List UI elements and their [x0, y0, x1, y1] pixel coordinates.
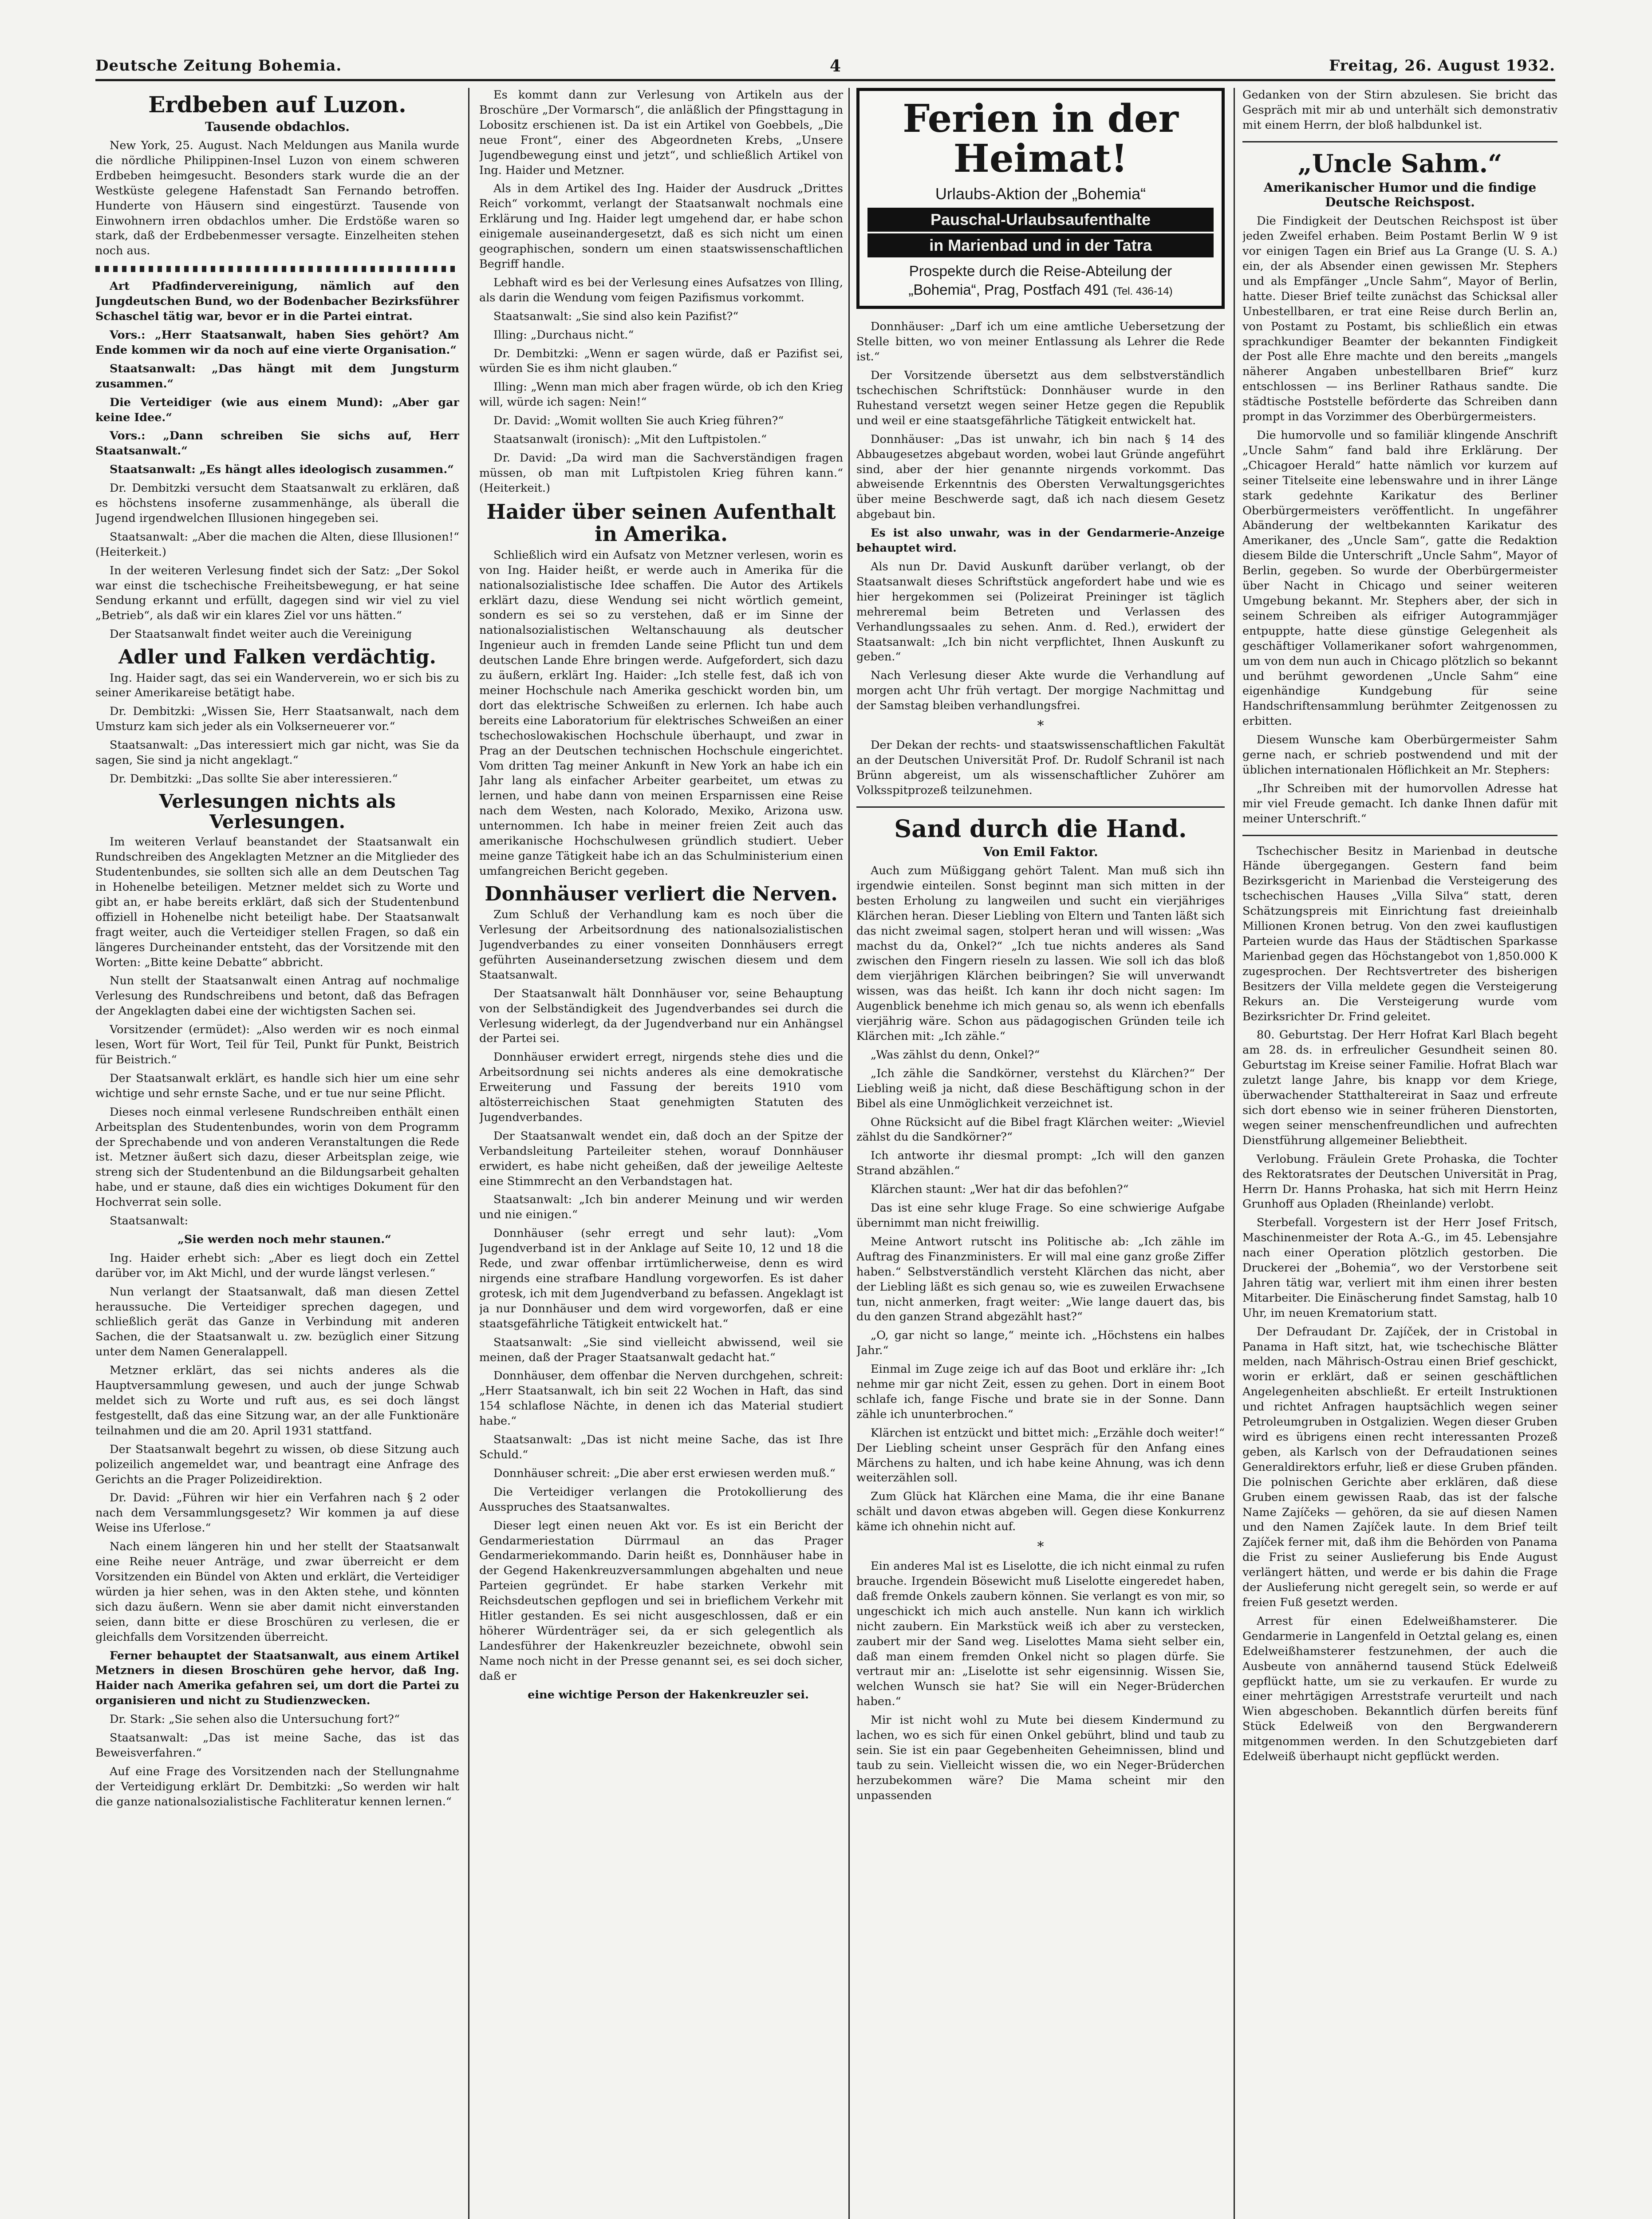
- article-paragraph: Staatsanwalt: „Das ist nicht meine Sache, das ist Ihre Schuld.“: [479, 1433, 843, 1461]
- article-paragraph: Donnhäuser erwidert erregt, nirgends stehe dies und die Arbeitsordnung sei nichts anderes als eine demokratische Erweiterung und Fassung der bereits 1910 vom altösterreichischen Staat genehmigten Statuten des Jugendverbandes.: [479, 1050, 843, 1124]
- newspaper-name: Deutsche Zeitung Bohemia.: [95, 57, 342, 75]
- article-paragraph: Lebhaft wird es bei der Verlesung eines Aufsatzes von Illing, als darin die Wendung vom feigen Pazifismus vorkommt.: [479, 276, 843, 304]
- article-paragraph: Dr. Dembitzki: „Wissen Sie, Herr Staatsanwalt, nach dem Umsturz kam sich jeder als ein Volkserneuerer vor.“: [95, 705, 459, 734]
- article-paragraph: Klärchen staunt: „Wer hat dir das befohlen?“: [871, 1183, 1129, 1196]
- article-paragraph: Auch zum Müßiggang gehört Talent. Man muß sich ihn irgendwie einteilen. Sonst beginnt man sich mitten in der besten Erholung zu langweilen und sucht ein vierjähriges Klärchen heran. Dieser Liebling von Eltern und Tanten läßt sich das nicht zweimal sagen, stolpert heran und will wissen: „Was machst du da, Onkel?“ „Ich tue nichts anderes als Sand zwischen den Fingern rieseln zu lassen. Wie soll ich das bloß dem vierjährigen Klärchen beibringen? Sie will unverwandt wissen, was das heißt. Ich kann ihr doch nicht sagen: Im Augenblick benehme ich mich genau so, als wenn ich ebenfalls vierjährig wäre. Schon aus pädagogischen Gründen teile ich Klärchen mit: „Ich zähle.“: [856, 864, 1225, 1043]
- article-paragraph: Art Pfadfindervereinigung, nämlich auf den Jungdeutschen Bund, wo der Bodenbacher Bezirksführer Schaschel tätig war, bevor er in die Partei eintrat.: [95, 280, 459, 324]
- article-paragraph: Einmal im Zuge zeige ich auf das Boot und erkläre ihr: „Ich nehme mir gar nicht Zeit, essen zu gehen. Dort in einem Boot schlafe ich, fange Fische und brate sie in der Sonne. Dann zähle ich ununterbrochen.“: [856, 1362, 1225, 1421]
- advertisement-ferien: [856, 88, 1225, 309]
- article-paragraph: Meine Antwort rutscht ins Politische ab: „Ich zähle im Auftrag des Finanzministers. Er will mal eine ganz große Ziffer haben.“ Selbstverständlich versteht Klärchen das nicht, aber der Liebling läßt es sich genau so, wie es zuweilen Erwachsene tun, nicht anmerken, fragt weiter: „Wie lange dauert das, bis du den ganzen Strand abgezählt hast?“: [856, 1235, 1225, 1324]
- article-paragraph: Als in dem Artikel des Ing. Haider der Ausdruck „Drittes Reich“ vorkommt, verlangt der Staatsanwalt nochmals eine Erklärung und Ing. Haider legt umgehend dar, er habe schon einigemale auseinandergesetzt, daß es sich nicht um einen geographischen, sondern um einen staatswissenschaftlichen Begriff handle.: [479, 182, 843, 271]
- article-paragraph: Illing: „Durchaus nicht.“: [493, 328, 634, 342]
- ad-title: Ferien in der Heimat!: [903, 96, 1179, 182]
- headline-sand: Sand durch die Hand.: [894, 814, 1187, 843]
- article-paragraph: New York, 25. August. Nach Meldungen aus Manila wurde die nördliche Philippinen-Insel Luzon von einem schweren Erdbeben heimgesucht. Besonders stark wurde die an der Westküste gelegene Hafenstadt San Fernando betroffen. Hunderte von Häusern sind eingestürzt. Tausende von Einwohnern irren obdachlos umher. Die Erdstöße waren so stark, daß der Erdbebenmesser versagte. Einzelheiten stehen noch aus.: [95, 139, 459, 258]
- article-paragraph: Vors.: „Herr Staatsanwalt, haben Sies gehört? Am Ende kommen wir da noch auf eine vierte Organisation.“: [95, 328, 459, 357]
- article-paragraph: Das ist eine sehr kluge Frage. So eine schwierige Aufgabe übernimmt man nicht freiwillig.: [856, 1201, 1225, 1230]
- article-paragraph: Donnhäuser (sehr erregt und sehr laut): „Vom Jugendverband ist in der Anklage auf Seite 10, 12 und 18 die Rede, und zwar offenbar irrtümlicherweise, denn es wird nirgends eine strafbare Handlung vorgeworfen. Es ist daher grotesk, ich mit dem Jugendverband zu befassen. Angeklagt ist ja nur Donnhäuser und dem wird vorgeworfen, daß er eine staatsgefährliche Tätigkeit entwickelt hat.“: [479, 1227, 843, 1331]
- article-paragraph: Der Dekan der rechts- und staatswissenschaftlichen Fakultät an der Deutschen Universität Prof. Dr. Rudolf Schranil ist nach Brünn abgereist, um als wissenschaftlicher Zuhörer am Volksspitprozeß teilzunehmen.: [856, 738, 1225, 797]
- subheadline: Amerikanischer Humor und die findige Deutsche Reichspost.: [1263, 180, 1537, 210]
- article-paragraph: Ing. Haider erhebt sich: „Aber es liegt doch ein Zettel darüber vor, im Akt Michl, und der wurde längst verlesen.“: [95, 1251, 459, 1280]
- article-paragraph: Klärchen ist entzückt und bittet mich: „Erzähle doch weiter!“ Der Liebling scheint unser Gespräch für den Anfang eines Märchens zu halten, und ich habe keine Ahnung, was ich denn weiterzählen soll.: [856, 1426, 1225, 1485]
- article-paragraph: Ing. Haider sagt, das sei ein Wanderverein, wo er sich bis zu seiner Amerikareise betätigt habe.: [95, 671, 459, 700]
- article-divider: [95, 266, 459, 272]
- headline-erdbeben: Erdbeben auf Luzon.: [148, 91, 406, 118]
- article-paragraph: Donnhäuser: „Darf ich um eine amtliche Uebersetzung der Stelle bitten, wo von meiner Entlassung als Lehrer die Rede ist.“: [856, 320, 1225, 364]
- article-paragraph: Der Staatsanwalt begehrt zu wissen, ob diese Sitzung auch polizeilich angemeldet war, und beantragt eine Anfrage des Gerichts an die Prager Polizeidirektion.: [95, 1442, 459, 1486]
- article-paragraph: Die humorvolle und so familiär klingende Anschrift „Uncle Sahm“ fand bald ihre Erklärung. Der „Chicagoer Herald“ hatte nämlich vor kurzem auf seiner Titelseite eine lebenswahre und in ihrer Länge stark gedehnte Karikatur des Berliner Oberbürgermeisters veröffentlicht. In ungefährer Abänderung der weltbekannten Karikatur des Amerikaner, des „Uncle Sam“, gatte die Redaktion diesem Bilde die Unterschrift „Uncle Sahm“, Mayor of Berlin, gegeben. So wurde der Oberbürgermeister über Nacht in Chicago und seiner weiteren Umgebung bekannt. Mr. Stephers aber, der sich in seinem Schreiben als eifriger Autogrammjäger entpuppte, hatte diese günstige Gelegenheit als geschäftiger Vollamerikaner sofort wahrgenommen, um von dem nun auch in Chicago plötzlich so bekannt und berühmt gewordenen „Uncle Sahm“ eine eigenhändige Kundgebung für seine Handschriftensammlung berühmter Zeitgenossen zu erbitten.: [1242, 429, 1557, 728]
- article-paragraph: Die Findigkeit der Deutschen Reichspost ist über jeden Zweifel erhaben. Beim Postamt Berlin W 9 ist vor einigen Tagen ein Brief aus La Grange (U. S. A.) ein, der als Absender einen gewissen Mr. Stephers und als Empfänger „Uncle Sahm“, Mayor of Berlin, hatte. Dieser Brief teilte zunächst das Schicksal aller Unbestellbaren, er trat eine Reise durch Berlin an, von Postamt zu Postamt, bis schließlich ein etwas sprachkundiger Beamter der bekannten Findigkeit der Post alle Ehre machte und den bereits „mangels näherer Angaben unbestellbaren Brief“ kurz entschlossen — ins Berliner Rathaus sandte. Die städtische Poststelle beförderte das Schreiben dann prompt in das Vorzimmer des Oberbürgermeisters.: [1242, 214, 1557, 424]
- article-paragraph: Staatsanwalt: „Sie sind vielleicht abwissend, weil sie meinen, daß der Prager Staatsanwalt gedacht hat.“: [479, 1335, 843, 1364]
- article-paragraph: Zum Glück hat Klärchen eine Mama, die ihr eine Banane schält und davon etwas abgeben will. Gegen diese Konkurrenz käme ich ohnehin nicht auf.: [856, 1490, 1225, 1534]
- article-paragraph: Dr. Dembitzki: „Wenn er sagen würde, daß er Pazifist sei, würden Sie es ihm nicht glauben.“: [479, 347, 843, 375]
- article-paragraph: Dr. David: „Führen wir hier ein Verfahren nach § 2 oder nach dem Versammlungsgesetz? Wir kommen ja auf diese Weise ins Uferlose.“: [95, 1491, 459, 1535]
- article-paragraph: Staatsanwalt: „Sie sind also kein Pazifist?“: [493, 309, 739, 323]
- article-paragraph: Staatsanwalt (ironisch): „Mit den Luftpistolen.“: [493, 433, 767, 446]
- column-divider: [848, 88, 850, 2219]
- article-paragraph: Dieser legt einen neuen Akt vor. Es ist ein Bericht der Gendarmeriestation Dürrmaul an das Prager Gendarmeriekommando. Darin heißt es, Donnhäuser habe in der Gegend Hakenkreuzversammlungen abgehalten und neue Parteien gegründet. Er habe starken Verkehr mit Reichsdeutschen gepflogen und sei in brieflichem Verkehr mit Hitler gestanden. Es sei nicht ausgeschlossen, daß er ein höherer Würdenträger sei, da er sich gelegentlich als Landesführer der Hakenkreuzler bezeichnete, obwohl sein Name noch nicht in der Presse genannt sei, es sei doch sicher, daß er: [479, 1519, 843, 1683]
- article-paragraph: In der weiteren Verlesung findet sich der Satz: „Der Sokol war einst die tschechische Freiheitsbewegung, er hat seine Sendung erkannt und erfüllt, dagegen sind wir viel zu viel „Betrieb“, als daß wir ein klares Ziel vor uns hätten.“: [95, 564, 459, 623]
- article-paragraph: Staatsanwalt: „Ich bin anderer Meinung und wir werden und nie einigen.“: [479, 1193, 843, 1222]
- ad-footer-line: Prospekte durch die Reise-Abteilung der: [909, 262, 1172, 279]
- article-paragraph: Zum Schluß der Verhandlung kam es noch über die Verlesung der Arbeitsordnung des nationalsozialistischen Jugendverbandes zu einer vonseiten Donnhäusers erregt geführten Auseinandersetzung zwischen diesem und dem Staatsanwalt.: [479, 908, 843, 982]
- article-paragraph: Ich antworte ihr diesmal prompt: „Ich will den ganzen Strand abzählen.“: [856, 1149, 1225, 1178]
- article-paragraph: Schließlich wird ein Aufsatz von Metzner verlesen, worin es von Ing. Haider heißt, er werde auch in Amerika für die nationalsozialistische Idee schaffen. Die Autor des Artikels erklärt dazu, diese Wendung sei nicht wörtlich gemeint, sondern es sei so zu verstehen, daß er im Sinne der nationalsozialistischen Weltanschauung als deutscher Ingenieur auch in fremden Lande seine Pflicht tun und dem deutschen Lande Ehre bringen werde. Aufgefordert, sich dazu zu äußern, erklärt Ing. Haider: „Ich stelle fest, daß ich von meiner Hochschule nach Amerika geschickt worden bin, um dort das elektrische Schweißen zu erlernen. Ich habe auch bereits eine Laboratorium für elektrisches Schweißen an einer tschechoslowakischen Hochschule überhaupt, und zwar in Prag an der Deutschen technischen Hochschule eingerichtet. Vom dritten Tag meiner Ankunft in New York an habe ich ein Jahr lang als einfacher Arbeiter gearbeitet, um etwas zu lernen, und habe dann von meinen Ersparnissen eine Reise nach dem Westen, nach Kolorado, Mexiko, Arizona usw. unternommen. Ich habe in meiner freien Zeit auch das amerikanische Hochschulwesen gründlich studiert. Ueber meine ganze Tätigkeit habe ich an das Schulministerium einen umfangreichen Bericht gegeben.: [479, 548, 843, 878]
- ad-phone: (Tel. 436-14): [1112, 285, 1173, 298]
- column-divider: [468, 88, 469, 2219]
- article-paragraph: „Ihr Schreiben mit der humorvollen Adresse hat mir viel Freude gemacht. Ich danke Ihnen dafür mit meiner Unterschrift.“: [1242, 782, 1557, 825]
- article-paragraph: Der Staatsanwalt findet weiter auch die Vereinigung: [110, 628, 412, 641]
- article-paragraph: Nun stellt der Staatsanwalt einen Antrag auf nochmalige Verlesung des Rundschreibens und betont, daß das Befragen der Angeklagten dabei eine der wichtigsten Sachen sei.: [95, 974, 459, 1018]
- article-paragraph: Ohne Rücksicht auf die Bibel fragt Klärchen weiter: „Wieviel zählst du die Sandkörner?“: [856, 1115, 1225, 1144]
- article-paragraph: Gedanken von der Stirn abzulesen. Sie bricht das Gespräch mit mir ab und unterhält sich demonstrativ mit einem Herrn, der bloß halbdunkel ist.: [1242, 88, 1557, 132]
- page-number: 4: [830, 57, 842, 75]
- article-paragraph: Der Staatsanwalt hält Donnhäuser vor, seine Behauptung von der Selbständigkeit des Jugendverbandes sei durch die Verlesung widerlegt, da der Jugendverband nur ein Anhängsel der Partei sei.: [479, 987, 843, 1046]
- ad-footer: [867, 262, 1214, 300]
- subheadline: Tausende obdachlos.: [205, 119, 350, 134]
- news-item: Der Defraudant Dr. Zajíček, der in Cristobal in Panama in Haft sitzt, hat, wie tschechische Blätter melden, nach Mährisch-Ostrau einen Brief geschickt, worin er erklärt, daß er seinen geschäftlichen Angelegenheiten abschließt. Er erteilt Instruktionen und richtet Anfragen hauptsächlich wegen seiner Petroleumgruben in Ostgalizien. Wegen dieser Gruben wird es übrigens einen recht interessanten Prozeß geben, als Karlsch von der Defraudationen seines Generaldirektors erfuhr, ließ er diese Gruben pfänden. Die polnischen Gerichte aber erklären, daß diese Gruben einem gewissen Raab, das ist der falsche Name Zajíčeks — gehören, da sie auf diesen Namen und den Namen Zajíček laute. In dem Brief teilt Zajíček ferner mit, daß ihm die Behörden von Panama die Frist zu seiner Auslieferung bis Ende August verlängert hätten, und werde er bis dahin die Frage der Auslieferung nicht geregelt sein, so werde er auf freien Fuß gesetzt werden.: [1242, 1325, 1557, 1609]
- article-divider: [856, 806, 1225, 808]
- article-paragraph: Nun verlangt der Staatsanwalt, daß man diesen Zettel heraussuche. Die Verteidiger sprechen dagegen, und schließlich gerät das Ganze in Verbindung mit anderen Sachen, die der Staatsanwalt u. zw. bezüglich einer Sitzung unter dem Namen Generalappell.: [95, 1285, 459, 1359]
- section-star: *: [1037, 1539, 1044, 1555]
- article-paragraph: Vors.: „Dann schreiben Sie sichs auf, Herr Staatsanwalt.“: [95, 429, 459, 458]
- article-paragraph: Die Verteidiger (wie aus einem Mund): „Aber gar keine Idee.“: [95, 395, 459, 424]
- news-item: 80. Geburtstag. Der Herr Hofrat Karl Blach begeht am 28. ds. in erfreulicher Gesundheit seinen 80. Geburtstag im Kreise seiner Familie. Hofrat Blach war zuletzt lange Jahre, bis knapp vor dem Kriege, überwachender Statthaltereirat in Saaz und erfreute sich dort ebenso wie in seiner früheren Dienstorten, wegen seiner menschenfreundlichen und aufrechten Dienstführung allgemeiner Beliebtheit.: [1242, 1028, 1557, 1147]
- column-4: [1242, 88, 1557, 2219]
- byline: Von Emil Faktor.: [983, 845, 1098, 860]
- article-paragraph: Ein anderes Mal ist es Liselotte, die ich nicht einmal zu rufen brauche. Irgendein Bösewicht muß Liselotte eingeredet haben, daß fremde Onkels zaubern können. Sie verlangt es von mir, so ungeschickt ich mich auch anstelle. Nun kann ich wirklich nicht zaubern. Ein Markstück weiß ich aber zu verstecken, zaubert mir der Sand weg. Liselottes Mama sieht selber ein, daß man einem fremden Onkel nicht so plagen dürfe. Sie vertraut mir an: „Liselotte ist sehr eigensinnig. Wissen Sie, welchen Wunsch sie hat? Sie will ein Neger-Brüderchen haben.“: [856, 1560, 1225, 1709]
- article-paragraph: Dr. David: „Da wird man die Sachverständigen fragen müssen, ob man mit Luftpistolen Krieg führen kann.“ (Heiterkeit.): [479, 451, 843, 495]
- article-paragraph: Es kommt dann zur Verlesung von Artikeln aus der Broschüre „Der Vormarsch“, die anläßlich der Pfingsttagung in Lobositz erschienen ist. Da ist ein Artikel von Goebbels, „Die neue Front“, einer des Abgeordneten Krebs, „Unsere Jugendbewegung einst und jetzt“, und schließlich Artikel von Ing. Haider und Metzner.: [479, 88, 843, 177]
- headline-haider-amerika: Haider über seinen Aufenthalt in Amerika.: [486, 499, 836, 546]
- article-paragraph: Staatsanwalt: „Aber die machen die Alten, diese Illusionen!“ (Heiterkeit.): [95, 530, 459, 559]
- article-paragraph: Der Vorsitzende übersetzt aus dem selbstverständlich tschechischen Schriftstück: Donnhäuser wurde in den Ruhestand versetzt wegen seiner Hetze gegen die Republik und weil er eine staatsgefährliche Tätigkeit entwickelt hat.: [856, 369, 1225, 427]
- article-paragraph: „O, gar nicht so lange,“ meinte ich. „Höchstens ein halbes Jahr.“: [856, 1329, 1225, 1358]
- article-paragraph: Illing: „Wenn man mich aber fragen würde, ob ich den Krieg will, würde ich sagen: Nein!“: [479, 380, 843, 409]
- article-paragraph: Staatsanwalt:: [110, 1214, 189, 1228]
- article-paragraph: Als nun Dr. David Auskunft darüber verlangt, ob der Staatsanwalt dieses Schriftstück angefordert habe und wie es hier hergekommen sei (Polizeirat Preininger ist täglich mehreremal beim Betreten und Verlassen des Verhandlungssaales zu sehen. Anm. d. Red.), erwidert der Staatsanwalt: „Ich bin nicht verpflichtet, Ihnen Auskunft zu geben.“: [856, 560, 1225, 664]
- article-paragraph: Dr. Stark: „Sie sehen also die Untersuchung fort?“: [110, 1713, 400, 1726]
- article-paragraph: Donnhäuser schreit: „Die aber erst erwiesen werden muß.“: [493, 1466, 836, 1480]
- article-paragraph: Ferner behauptet der Staatsanwalt, aus einem Artikel Metzners in diesen Broschüren gehe hervor, daß Ing. Haider nach Amerika gefahren sei, um dort die Partei zu organisieren und nicht zu Studienzwecken.: [95, 1649, 459, 1708]
- article-paragraph: Vorsitzender (ermüdet): „Also werden wir es noch einmal lesen, Wort für Wort, Teil für Teil, Punkt für Punkt, Beistrich für Beistrich.“: [95, 1023, 459, 1066]
- headline-adler-falken: Adler und Falken verdächtig.: [118, 646, 436, 669]
- article-paragraph: Metzner erklärt, das sei nichts anderes als die Hauptversammlung gewesen, und auch der junge Schwab meldet sich zu Worte und ruft aus, es sei doch längst festgestellt, daß das eine Sitzung war, an der alle Funktionäre teilnahmen und die am 20. April 1931 stattfand.: [95, 1364, 459, 1437]
- article-paragraph: Nach Verlesung dieser Akte wurde die Verhandlung auf morgen acht Uhr früh vertagt. Der morgige Nachmittag und der Samstag bleiben verhandlungsfrei.: [856, 669, 1225, 713]
- article-paragraph: eine wichtige Person der Hakenkreuzler sei.: [528, 1688, 809, 1702]
- article-paragraph: Diesem Wunsche kam Oberbürgermeister Sahm gerne nach, er schrieb postwendend und mit der üblichen internationalen Höflichkeit an Mr. Stephers:: [1242, 733, 1557, 777]
- headline-verlesungen: Verlesungen nichts als Verlesungen.: [159, 790, 396, 833]
- article-paragraph: „Was zählst du denn, Onkel?“: [871, 1048, 1040, 1062]
- article-paragraph: Der Staatsanwalt erklärt, es handle sich hier um eine sehr wichtige und sehr ernste Sache, und er tue nur seine Pflicht.: [95, 1071, 459, 1100]
- column-divider: [1234, 88, 1235, 2219]
- news-item: Verlobung. Fräulein Grete Prohaska, die Tochter des Rektoratsrates der Deutschen Universität in Prag, Herrn Dr. Hanns Prohaska, hat sich mit Herrn Heinz Grunhoff aus Opladen (Rheinlande) verlobt.: [1242, 1152, 1557, 1211]
- article-paragraph: Dr. David: „Womit wollten Sie auch Krieg führen?“: [493, 414, 784, 428]
- article-paragraph: Auf eine Frage des Vorsitzenden nach der Stellungnahme der Verteidigung erklärt Dr. Dembitzki: „So werden wir halt die ganze nationalsozialistische Fachliteratur kennen lernen.“: [95, 1765, 459, 1808]
- article-paragraph: Staatsanwalt: „Das hängt mit dem Jungsturm zusammen.“: [95, 362, 459, 391]
- article-paragraph: Nach einem längeren hin und her stellt der Staatsanwalt eine Reihe neuer Anträge, und zwar überreicht er dem Vorsitzenden ein Bündel von Akten und erklärt, die Verteidiger würden ja hier sehen, was in den Akten stehe, und könnten sich dazu äußern. Wenn sie aber damit nicht einverstanden seien, dann bitte er diese Broschüren zu verlesen, die er gleichfalls dem Vorsitzenden überreicht.: [95, 1540, 459, 1644]
- article-paragraph: Mir ist nicht wohl zu Mute bei diesem Kindermund zu lachen, wo es sich für einen Onkel gebührt, blind und taub zu sein. Sie ist ein paar Gegebenheiten Geheimnissen, blind und taub zu sein. Vielleicht wissen die, wo ein Neger-Brüderchen herzubekommen wäre? Die Mama scheint mir den unpassenden: [856, 1714, 1225, 1802]
- article-paragraph: Staatsanwalt: „Es hängt alles ideologisch zusammen.“: [110, 463, 454, 477]
- article-paragraph: Im weiteren Verlauf beanstandet der Staatsanwalt ein Rundschreiben des Angeklagten Metzner an die Mitglieder des Studentenbundes, sie sollten sich alle an dem Deutschen Tag in Hohenelbe beteiligen. Metzner meldet sich zu Worte und gibt an, er habe bereits erklärt, daß sich der Studentenbund offiziell in Hohenelbe nicht beteiligt habe. Der Staatsanwalt fragt weiter, auch die Verteidiger stellen Fragen, so daß ein längeres Durcheinander entsteht, das der Vorsitzende mit den Worten: „Bitte keine Debatte“ abbricht.: [95, 835, 459, 969]
- article-paragraph: Staatsanwalt: „Das ist meine Sache, das ist das Beweisverfahren.“: [95, 1731, 459, 1760]
- article-paragraph: „Ich zähle die Sandkörner, verstehst du Klärchen?“ Der Liebling weiß ja nicht, daß diese Beschäftigung schon in der Bibel als eine Unmöglichkeit verzeichnet ist.: [856, 1066, 1225, 1110]
- article-paragraph: Staatsanwalt: „Das interessiert mich gar nicht, was Sie da sagen, Sie sind ja nicht angeklagt.“: [95, 738, 459, 767]
- ad-band: in Marienbad und in der Tatra: [867, 233, 1214, 257]
- column-1: [95, 88, 459, 2219]
- issue-date: Freitag, 26. August 1932.: [1329, 57, 1555, 75]
- headline-donnhaeuser: Donnhäuser verliert die Nerven.: [485, 882, 838, 905]
- article-paragraph: Dr. Dembitzki: „Das sollte Sie aber interessieren.“: [110, 772, 398, 786]
- article-divider: [1242, 835, 1557, 836]
- column-3: [856, 88, 1225, 2219]
- article-paragraph: Die Verteidiger verlangen die Protokollierung des Ausspruches des Staatsanwaltes.: [479, 1485, 843, 1514]
- article-paragraph: Donnhäuser: „Das ist unwahr, ich bin nach § 14 des Abbaugesetzes abgebaut worden, wobei laut Gründe angeführt sind, aber der hier genannte nirgends vorkommt. Das abweisende Erkenntnis des Obersten Verwaltungsgerichtes über meine Beschwerde sagt, daß ich nach diesem Gesetz abgebaut bin.: [856, 432, 1225, 521]
- article-paragraph: Dieses noch einmal verlesene Rundschreiben enthält einen Arbeitsplan des Studentenbundes, worin von dem Programm der Sprechabende und von anderen Veranstaltungen die Rede ist. Metzner äußert sich dazu, dieser Arbeitsplan zeige, wie streng sich der Studentenbund an die Bildungsarbeit gehalten habe, und er staune, daß dies ein wichtiges Dokument für den Hochverrat sein solle.: [95, 1105, 459, 1209]
- news-item: Tschechischer Besitz in Marienbad in deutsche Hände übergegangen. Gestern fand beim Bezirksgericht in Marienbad die Versteigerung des tschechischen Hauses „Villa Silva“ statt, deren Schätzungspreis mit Einrichtung fast dreieinhalb Millionen Kronen betrug. Von den zwei kauflustigen Parteien wurde das Haus der Städtischen Sparkasse Marienbad gegen das Höchstangebot von 1,850.000 K zugesprochen. Der Rechtsvertreter des bisherigen Besitzers der Villa meldete gegen die Versteigerung Rekurs an. Die Versteigerung wurde vom Bezirksrichter Dr. Frind geleitet.: [1242, 844, 1557, 1023]
- news-item: Sterbefall. Vorgestern ist der Herr Josef Fritsch, Maschinenmeister der Rota A.-G., im 45. Lebensjahre nach einer Operation plötzlich gestorben. Die Druckerei der „Bohemia“, wo der Verstorbene seit Jahren tätig war, verliert mit ihm einen ihrer besten Mitarbeiter. Die Einäscherung findet Samstag, halb 10 Uhr, im neuen Krematorium statt.: [1242, 1216, 1557, 1320]
- article-paragraph: „Sie werden noch mehr staunen.“: [177, 1232, 391, 1246]
- ad-footer-line: „Bohemia“, Prag, Postfach 491: [908, 281, 1109, 298]
- article-paragraph: Es ist also unwahr, was in der Gendarmerie-Anzeige behauptet wird.: [856, 526, 1225, 555]
- article-paragraph: Donnhäuser, dem offenbar die Nerven durchgehen, schreit: „Herr Staatsanwalt, ich bin seit 22 Wochen in Haft, das sind 154 schlaflose Nächte, in denen ich das Material studiert habe.“: [479, 1369, 843, 1428]
- masthead: [95, 52, 1555, 81]
- column-2: [479, 88, 843, 2219]
- article-paragraph: Dr. Dembitzki versucht dem Staatsanwalt zu erklären, daß es höchstens insoferne zusammenhänge, als überall die Jugend irgendwelchen Illusionen hingegeben sei.: [95, 482, 459, 525]
- news-item: Arrest für einen Edelweißhamsterer. Die Gendarmerie in Langenfeld in Oetztal gelang es, einen Edelweißhamsterer festzunehmen, der auch die Ausbeute von annähernd tausend Stück Edelweiß gepflückt hatte, um sie zu verkaufen. Er wurde zu einer mehrtägigen Arreststrafe verurteilt und nach Wien abgeschoben. Bekanntlich dürfen bereits fünf Stück Edelweiß von den Bergwanderern mitgenommen werden. In den Schutzgebieten darf Edelweiß überhaupt nicht gepflückt werden.: [1242, 1614, 1557, 1764]
- article-paragraph: Der Staatsanwalt wendet ein, daß doch an der Spitze der Verbandsleitung Parteileiter stehen, worauf Donnhäuser erwidert, es habe nicht geheißen, daß der jeweilige Aelteste eine Stimmrecht an den Verbandstagen hat.: [479, 1129, 843, 1188]
- headline-uncle-sahm: „Uncle Sahm.“: [1297, 149, 1502, 178]
- article-divider: [1242, 141, 1557, 142]
- ad-band: Pauschal-Urlaubsaufenthalte: [867, 208, 1214, 232]
- section-star: *: [1037, 718, 1044, 734]
- ad-subtitle: Urlaubs-Aktion der „Bohemia“: [935, 184, 1146, 203]
